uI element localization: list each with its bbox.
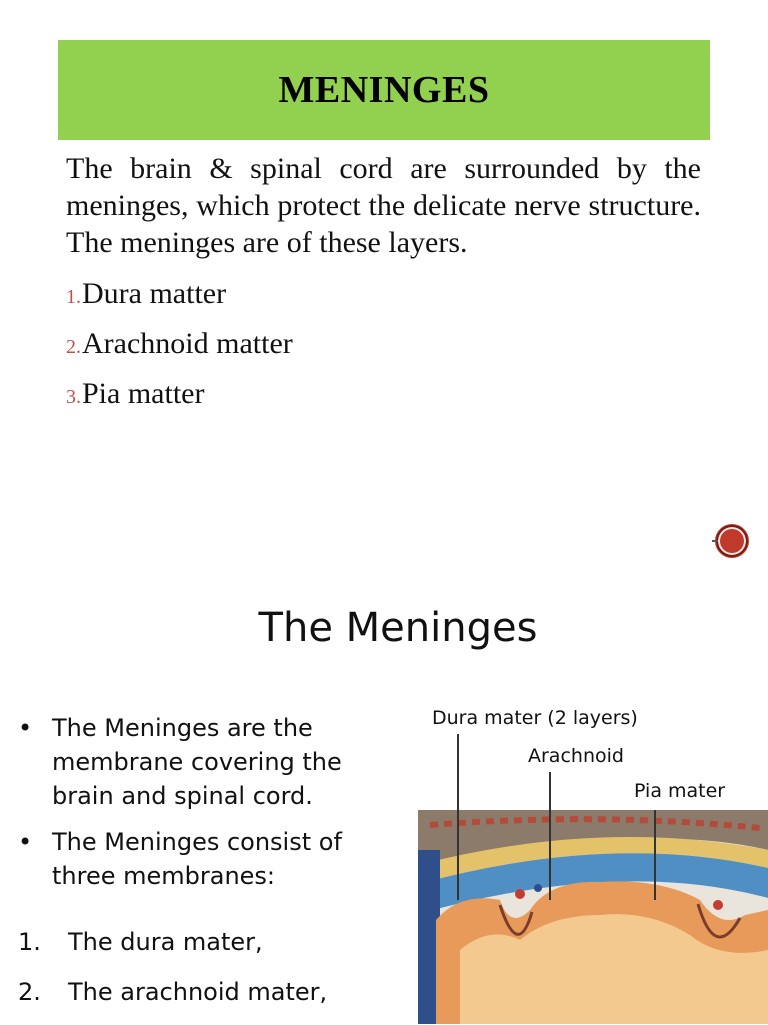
list-item <box>66 324 293 374</box>
pia-label: Pia mater <box>634 780 726 802</box>
list-item <box>66 374 293 424</box>
title-banner <box>58 40 710 140</box>
bullet-icon: • <box>18 828 33 856</box>
list-number: 2. <box>66 336 81 358</box>
bullet-text: The Meninges consist of three membranes: <box>52 828 342 890</box>
bullet-list <box>18 711 398 905</box>
list-item <box>18 925 398 975</box>
list-item <box>18 975 398 1025</box>
next-slide-button[interactable] <box>716 525 748 557</box>
brain-cross-section <box>418 810 768 1024</box>
list-label: The dura mater, <box>68 928 263 956</box>
list-number: 1. <box>18 928 41 956</box>
numbered-list <box>18 925 398 1025</box>
list-item <box>18 825 398 893</box>
list-item <box>66 274 293 324</box>
bullet-text: The Meninges are the membrane covering the brain and spinal cord. <box>52 714 342 810</box>
slide-title: MENINGES <box>278 69 490 111</box>
list-label: Pia matter <box>82 377 205 410</box>
list-number: 1. <box>66 286 81 308</box>
arachnoid-label: Arachnoid <box>528 745 624 767</box>
list-label: The arachnoid mater, <box>68 978 328 1006</box>
bullet-icon: • <box>18 714 33 742</box>
intro-paragraph: The brain & spinal cord are surrounded by the meninges, which protect the delicate nerve structure. The meninges are of these layers. <box>66 152 701 259</box>
list-label: Dura matter <box>82 277 227 310</box>
list-number: 3. <box>66 386 81 408</box>
list-label: Arachnoid matter <box>82 327 293 360</box>
meninges-diagram <box>400 700 768 1024</box>
list-number: 2. <box>18 978 41 1006</box>
dura-label: Dura mater (2 layers) <box>432 707 638 729</box>
slide-title: The Meninges <box>258 605 538 651</box>
slide-the-meninges <box>0 575 768 1024</box>
list-item <box>18 711 398 813</box>
layer-list <box>66 274 293 424</box>
